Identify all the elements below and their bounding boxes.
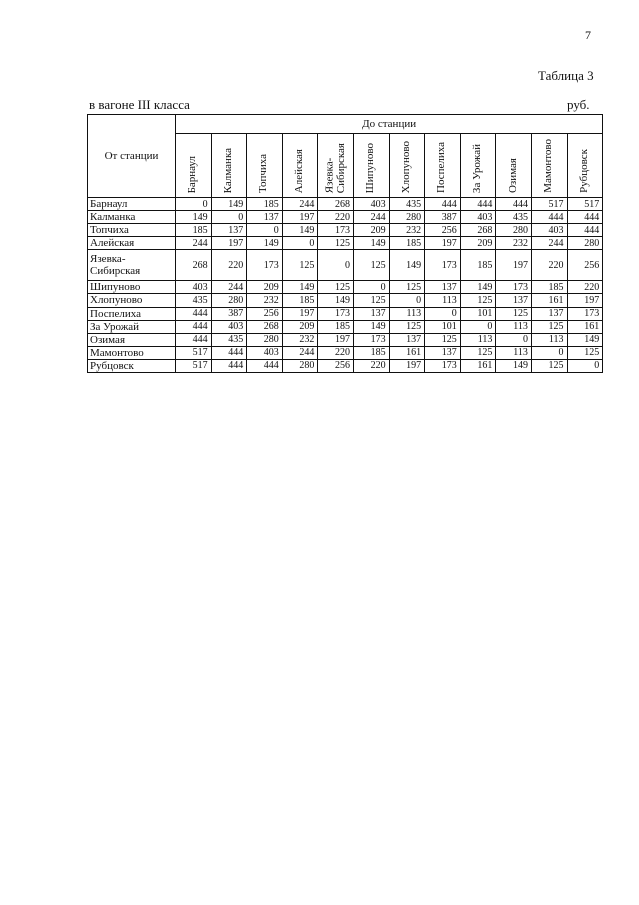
table-row: [88, 281, 603, 294]
fare-cell: 113: [425, 294, 461, 307]
fare-cell: 173: [318, 307, 354, 320]
fare-cell: 125: [318, 281, 354, 294]
fare-cell: 149: [247, 237, 283, 250]
currency-label: руб.: [567, 97, 590, 112]
fare-cell: 173: [496, 281, 532, 294]
row-station-name: Поспелиха: [88, 307, 176, 320]
column-header-label: [472, 144, 484, 193]
fare-cell: 444: [176, 333, 212, 346]
fare-cell: 444: [531, 211, 567, 224]
fare-cell: 0: [460, 320, 496, 333]
column-header-label: [294, 149, 306, 193]
column-header-1: [176, 134, 212, 198]
column-header-label: [324, 143, 347, 193]
fare-cell: 197: [282, 307, 318, 320]
fare-cell: 403: [353, 198, 389, 211]
table-row: [88, 211, 603, 224]
fare-cell: 197: [425, 237, 461, 250]
fare-cell: 161: [389, 346, 425, 359]
fare-cell: 220: [318, 346, 354, 359]
fare-cell: 125: [531, 320, 567, 333]
row-station-name: [88, 250, 176, 281]
row-station-name: Барнаул: [88, 198, 176, 211]
column-header-line: За Урожай: [471, 143, 484, 193]
fare-cell: 0: [318, 250, 354, 281]
fare-cell: 101: [425, 320, 461, 333]
column-header-label: [223, 148, 235, 193]
fare-cell: 268: [176, 250, 212, 281]
table-label: Таблица 3: [538, 68, 594, 83]
row-station-name: Алейская: [88, 237, 176, 250]
fare-cell: 444: [211, 346, 247, 359]
row-station-line: Сибирская: [90, 265, 141, 278]
fare-cell: 403: [247, 346, 283, 359]
header-row-top: [88, 115, 603, 134]
fare-cell: 268: [318, 198, 354, 211]
fare-cell: 137: [531, 307, 567, 320]
fare-cell: 444: [247, 359, 283, 372]
fare-cell: 125: [389, 320, 425, 333]
fare-cell: 444: [425, 198, 461, 211]
fare-cell: 517: [531, 198, 567, 211]
fare-cell: 0: [176, 198, 212, 211]
column-header-label: [437, 142, 449, 193]
fare-cell: 149: [176, 211, 212, 224]
from-station-header: От станции: [88, 115, 176, 198]
fare-cell: 435: [389, 198, 425, 211]
table-row: [88, 307, 603, 320]
fare-cell: 185: [282, 294, 318, 307]
fare-cell: 0: [567, 359, 603, 372]
fare-cell: 173: [425, 250, 461, 281]
fare-cell: 173: [353, 333, 389, 346]
fare-cell: 161: [567, 320, 603, 333]
fare-cell: 444: [567, 224, 603, 237]
fare-cell: 517: [567, 198, 603, 211]
fare-cell: 149: [282, 224, 318, 237]
fare-cell: 137: [389, 333, 425, 346]
fare-cell: 244: [282, 346, 318, 359]
column-header-10: [496, 134, 532, 198]
row-station-name: Топчиха: [88, 224, 176, 237]
fare-cell: 232: [282, 333, 318, 346]
fare-cell: 209: [282, 320, 318, 333]
fare-cell: 387: [211, 307, 247, 320]
fare-cell: 113: [389, 307, 425, 320]
table-row: [88, 224, 603, 237]
fare-cell: 149: [389, 250, 425, 281]
fare-cell: 185: [318, 320, 354, 333]
fare-cell: 280: [567, 237, 603, 250]
column-header-label: [259, 154, 271, 193]
row-station-name: Шипуново: [88, 281, 176, 294]
fare-cell: 280: [247, 333, 283, 346]
fare-cell: 149: [567, 333, 603, 346]
fare-cell: 244: [353, 211, 389, 224]
fare-cell: 125: [496, 307, 532, 320]
fare-cell: 256: [425, 224, 461, 237]
fare-cell: 185: [531, 281, 567, 294]
fare-cell: 149: [211, 198, 247, 211]
table-row: [88, 250, 603, 281]
page-number: 7: [585, 28, 591, 42]
column-header-line: Топчиха: [257, 154, 270, 193]
row-station-name: Хлопуново: [88, 294, 176, 307]
fare-cell: 444: [460, 198, 496, 211]
column-header-line: Озимая: [506, 157, 519, 193]
fare-cell: 197: [496, 250, 532, 281]
fare-cell: 280: [496, 224, 532, 237]
column-header-label: [579, 149, 591, 193]
fare-cell: 137: [247, 211, 283, 224]
fare-cell: 185: [176, 224, 212, 237]
column-header-2: [211, 134, 247, 198]
fare-cell: 149: [460, 281, 496, 294]
fare-cell: 444: [496, 198, 532, 211]
column-header-line: Мамонтово: [542, 139, 555, 193]
fare-cell: 149: [318, 294, 354, 307]
column-header-label: [365, 143, 377, 193]
column-header-4: [282, 134, 318, 198]
column-header-line: Хлопуново: [400, 140, 413, 193]
column-header-line: Шипуново: [364, 142, 377, 193]
fare-cell: 0: [211, 211, 247, 224]
fare-cell: 149: [496, 359, 532, 372]
fare-cell: 125: [282, 250, 318, 281]
fare-cell: 113: [460, 333, 496, 346]
fare-cell: 444: [567, 211, 603, 224]
column-header-label: [401, 141, 413, 193]
fare-cell: 197: [389, 359, 425, 372]
table-row: [88, 333, 603, 346]
fare-cell: 185: [247, 198, 283, 211]
column-header-7: [389, 134, 425, 198]
fare-cell: 125: [567, 346, 603, 359]
to-station-header: До станции: [176, 115, 603, 134]
fare-cell: 268: [460, 224, 496, 237]
fare-cell: 220: [353, 359, 389, 372]
fare-cell: 403: [176, 281, 212, 294]
fare-cell: 403: [531, 224, 567, 237]
fare-cell: 403: [211, 320, 247, 333]
column-header-6: [353, 134, 389, 198]
fare-table: [87, 114, 603, 373]
fare-cell: 197: [318, 333, 354, 346]
fare-cell: 125: [353, 294, 389, 307]
fare-cell: 435: [176, 294, 212, 307]
table-row: [88, 237, 603, 250]
fare-cell: 149: [353, 237, 389, 250]
fare-cell: 209: [247, 281, 283, 294]
fare-cell: 209: [460, 237, 496, 250]
fare-cell: 185: [389, 237, 425, 250]
column-header-line: Барнаул: [186, 155, 199, 193]
fare-cell: 185: [353, 346, 389, 359]
column-header-label: [543, 139, 555, 193]
fare-cell: 220: [318, 211, 354, 224]
fare-cell: 125: [460, 346, 496, 359]
fare-cell: 220: [531, 250, 567, 281]
fare-cell: 137: [496, 294, 532, 307]
fare-cell: 125: [460, 294, 496, 307]
fare-cell: 173: [567, 307, 603, 320]
fare-cell: 0: [425, 307, 461, 320]
fare-cell: 161: [460, 359, 496, 372]
fare-table-body: [88, 198, 603, 373]
fare-cell: 517: [176, 359, 212, 372]
fare-cell: 125: [389, 281, 425, 294]
fare-cell: 256: [567, 250, 603, 281]
fare-cell: 197: [282, 211, 318, 224]
fare-cell: 101: [460, 307, 496, 320]
fare-cell: 0: [282, 237, 318, 250]
column-header-line: Сибирская: [334, 142, 347, 193]
fare-cell: 125: [318, 237, 354, 250]
column-header-line: Рубцовск: [578, 149, 591, 193]
column-header-11: [531, 134, 567, 198]
fare-cell: 387: [425, 211, 461, 224]
fare-cell: 113: [496, 320, 532, 333]
fare-cell: 0: [496, 333, 532, 346]
column-header-5: [318, 134, 354, 198]
column-header-line: Язевка-: [323, 157, 336, 193]
column-header-label: [508, 158, 520, 193]
table-row: [88, 346, 603, 359]
table-row: [88, 294, 603, 307]
column-header-line: Алейская: [293, 148, 306, 193]
row-station-name: Озимая: [88, 333, 176, 346]
fare-cell: 125: [425, 333, 461, 346]
fare-cell: 137: [211, 224, 247, 237]
fare-cell: 435: [496, 211, 532, 224]
row-station-name: Калманка: [88, 211, 176, 224]
table-row: [88, 320, 603, 333]
column-header-3: [247, 134, 283, 198]
fare-cell: 280: [211, 294, 247, 307]
fare-cell: 0: [531, 346, 567, 359]
row-station-name: Рубцовск: [88, 359, 176, 372]
fare-cell: 185: [460, 250, 496, 281]
fare-cell: 197: [211, 237, 247, 250]
fare-cell: 280: [389, 211, 425, 224]
class-note: в вагоне III класса: [89, 97, 190, 112]
fare-cell: 268: [247, 320, 283, 333]
fare-cell: 173: [318, 224, 354, 237]
fare-cell: 113: [496, 346, 532, 359]
row-station-name: За Урожай: [88, 320, 176, 333]
fare-cell: 403: [460, 211, 496, 224]
column-header-12: [567, 134, 603, 198]
fare-cell: 232: [496, 237, 532, 250]
fare-cell: 444: [176, 307, 212, 320]
fare-cell: 220: [567, 281, 603, 294]
fare-cell: 232: [389, 224, 425, 237]
fare-cell: 444: [176, 320, 212, 333]
fare-cell: 173: [247, 250, 283, 281]
column-header-label: [188, 156, 200, 193]
fare-cell: 220: [211, 250, 247, 281]
fare-cell: 137: [425, 346, 461, 359]
fare-cell: 125: [353, 250, 389, 281]
fare-cell: 113: [531, 333, 567, 346]
column-header-8: [425, 134, 461, 198]
fare-cell: 244: [211, 281, 247, 294]
fare-cell: 244: [531, 237, 567, 250]
fare-cell: 280: [282, 359, 318, 372]
fare-cell: 149: [353, 320, 389, 333]
fare-cell: 161: [531, 294, 567, 307]
row-station-name: Мамонтово: [88, 346, 176, 359]
column-header-line: Калманка: [222, 147, 235, 193]
column-header-line: Поспелиха: [435, 142, 448, 193]
fare-cell: 232: [247, 294, 283, 307]
fare-cell: 137: [425, 281, 461, 294]
fare-cell: 256: [318, 359, 354, 372]
fare-cell: 173: [425, 359, 461, 372]
fare-cell: 0: [389, 294, 425, 307]
fare-cell: 435: [211, 333, 247, 346]
fare-cell: 137: [353, 307, 389, 320]
fare-cell: 244: [176, 237, 212, 250]
fare-cell: 244: [282, 198, 318, 211]
fare-cell: 149: [282, 281, 318, 294]
fare-cell: 0: [353, 281, 389, 294]
fare-cell: 125: [531, 359, 567, 372]
fare-cell: 517: [176, 346, 212, 359]
fare-cell: 256: [247, 307, 283, 320]
row-station-line: Язевка-: [90, 253, 126, 266]
column-header-9: [460, 134, 496, 198]
fare-cell: 209: [353, 224, 389, 237]
fare-cell: 0: [247, 224, 283, 237]
table-row: [88, 198, 603, 211]
table-row: [88, 359, 603, 372]
fare-cell: 444: [211, 359, 247, 372]
fare-cell: 197: [567, 294, 603, 307]
